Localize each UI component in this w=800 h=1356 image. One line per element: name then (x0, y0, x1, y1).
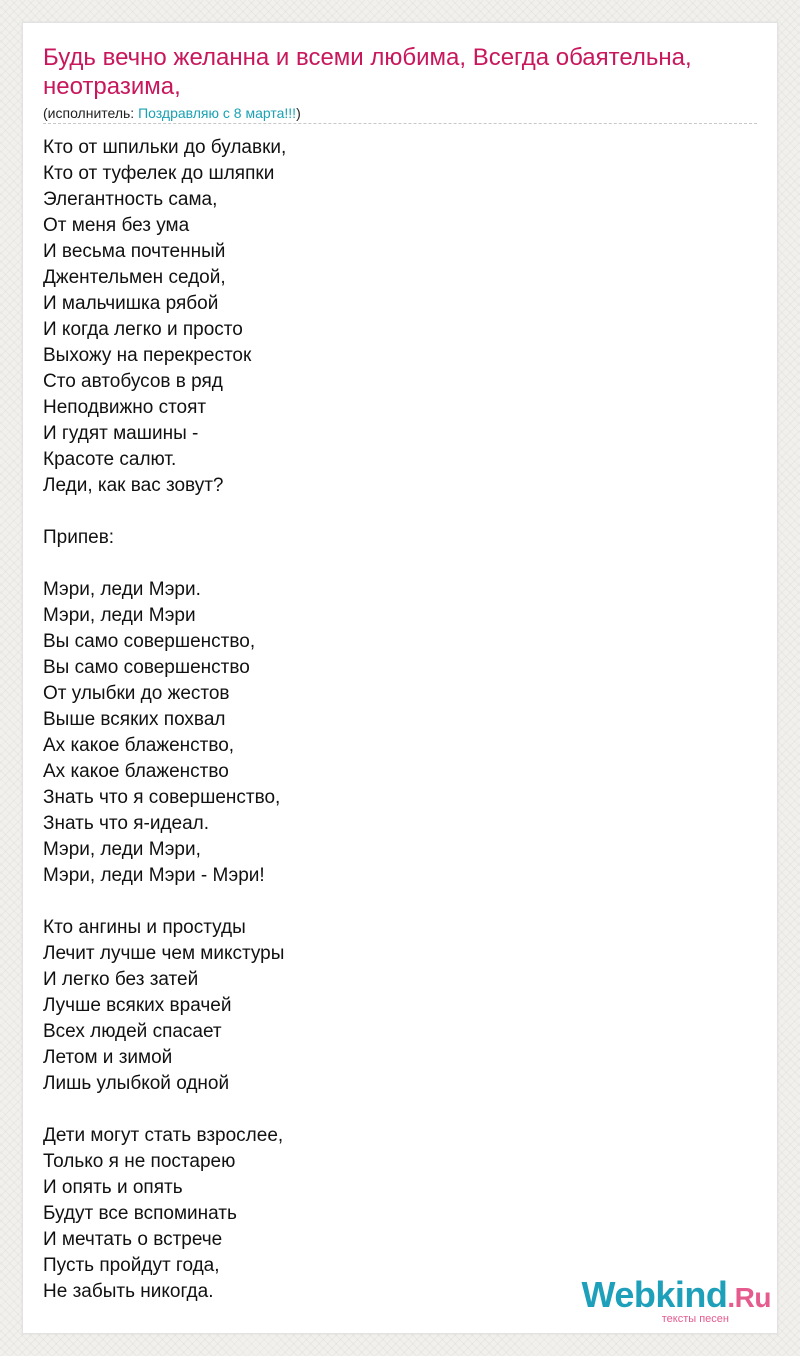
lyrics-line: Летом и зимой (43, 1047, 173, 1068)
lyrics-line: Мэри, леди Мэри - Мэри! (43, 865, 265, 886)
lyrics-line: Мэри, леди Мэри. (43, 579, 201, 600)
logo-word: Webkind (581, 1274, 728, 1315)
lyrics-line: Неподвижно стоят (43, 397, 207, 418)
lyrics-line: Мэри, леди Мэри, (43, 839, 201, 860)
title-divider (43, 123, 757, 124)
lyrics-line: Знать что я совершенство, (43, 787, 281, 808)
lyrics-line: Кто от туфелек до шляпки (43, 163, 275, 184)
lyrics-line: Сто автобусов в ряд (43, 371, 223, 392)
lyrics-line: Только я не постарею (43, 1151, 236, 1172)
lyrics-line: И мальчишка рябой (43, 293, 219, 314)
performer-prefix: (исполнитель: (43, 105, 139, 121)
performer-link[interactable]: Поздравляю с 8 марта!!! (138, 105, 297, 121)
lyrics-line: Выхожу на перекресток (43, 345, 252, 366)
logo-wordmark (582, 1275, 771, 1318)
lyrics-line: И весьма почтенный (43, 241, 226, 262)
lyrics-blank-line (43, 551, 743, 577)
lyrics-line: Лучше всяких врачей (43, 995, 232, 1016)
lyrics-line: Пусть пройдут года, (43, 1255, 220, 1276)
lyrics-line: Красоте салют. (43, 449, 177, 470)
webkind-logo[interactable] (571, 1275, 771, 1331)
lyrics-line: Джентельмен седой, (43, 267, 226, 288)
lyrics-line: От меня без ума (43, 215, 190, 236)
lyrics-card (22, 22, 778, 1334)
lyrics-line: И когда легко и просто (43, 319, 243, 340)
lyrics-line: Выше всяких похвал (43, 709, 226, 730)
lyrics-blank-line (43, 889, 743, 915)
lyrics-line: Не забыть никогда. (43, 1281, 214, 1302)
lyrics-line: Вы само совершенство (43, 657, 250, 678)
logo-tagline: тексты песен (661, 1313, 729, 1325)
song-title: Будь вечно желанна и всеми любима, Всегда обаятельна, неотразима, (43, 44, 692, 100)
lyrics-line: Знать что я-идеал. (43, 813, 210, 834)
logo-tld: .Ru (727, 1282, 771, 1313)
lyrics-blank-line (43, 1097, 743, 1123)
lyrics-line: Дети могут стать взрослее, (43, 1125, 284, 1146)
performer-line (43, 105, 301, 122)
lyrics-line: Лечит лучше чем микстуры (43, 943, 285, 964)
lyrics-line: И опять и опять (43, 1177, 183, 1198)
lyrics-line: Кто от шпильки до булавки, (43, 137, 287, 158)
performer-suffix: ) (296, 105, 301, 121)
lyrics-line: И легко без затей (43, 969, 199, 990)
lyrics-text (43, 135, 743, 1305)
lyrics-line: Будут все вспоминать (43, 1203, 237, 1224)
lyrics-line: И мечтать о встрече (43, 1229, 223, 1250)
lyrics-line: Лишь улыбкой одной (43, 1073, 230, 1094)
lyrics-line: Ах какое блаженство (43, 761, 229, 782)
lyrics-line: Всех людей спасает (43, 1021, 222, 1042)
lyrics-line: Мэри, леди Мэри (43, 605, 196, 626)
lyrics-line: Вы само совершенство, (43, 631, 256, 652)
lyrics-line: Кто ангины и простуды (43, 917, 246, 938)
lyrics-line: И гудят машины - (43, 423, 199, 444)
lyrics-line: Припев: (43, 527, 115, 548)
lyrics-line: От улыбки до жестов (43, 683, 230, 704)
lyrics-line: Ах какое блаженство, (43, 735, 235, 756)
lyrics-line: Леди, как вас зовут? (43, 475, 224, 496)
lyrics-line: Элегантность сама, (43, 189, 218, 210)
lyrics-blank-line (43, 499, 743, 525)
